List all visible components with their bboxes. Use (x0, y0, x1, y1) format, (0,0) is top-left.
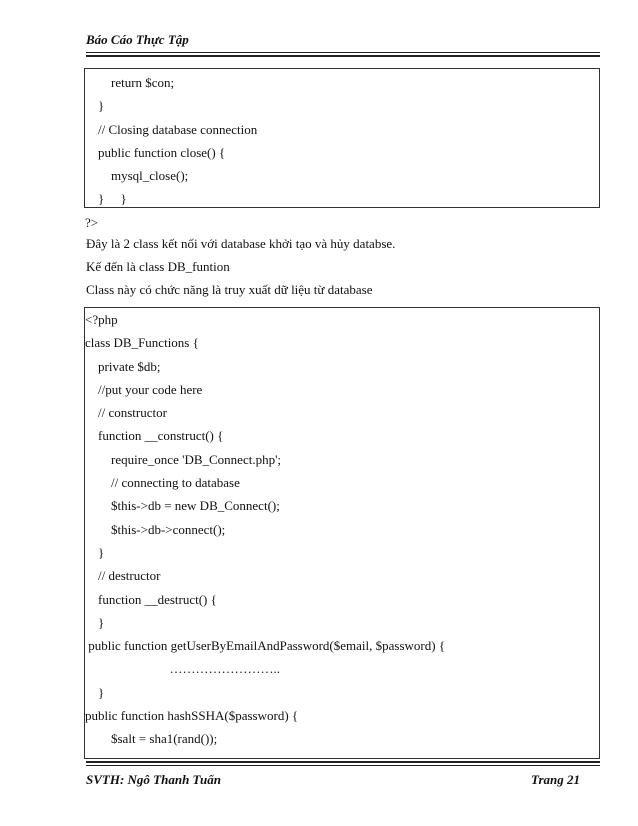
code-line: mysql_close(); (85, 168, 189, 184)
code-line: // Closing database connection (85, 121, 258, 137)
code-line: public function close() { (85, 144, 226, 160)
code-line: class DB_Functions { (85, 335, 199, 351)
footer-author: SVTH: Ngô Thanh Tuấn (86, 772, 221, 787)
code-line: private $db; (85, 358, 161, 374)
code-line: public function hashSSHA($password) { (85, 708, 299, 724)
code-line: ?> (85, 214, 99, 230)
header-rule-thick (86, 55, 600, 57)
footer-page-number: Trang 21 (531, 772, 580, 787)
code-line: //put your code here (85, 381, 203, 397)
prose-line-2: Kế đến là class DB_funtion (86, 259, 230, 274)
code-line: function __destruct() { (85, 591, 217, 607)
code-block-1 (84, 68, 600, 230)
code-line: return $con; (85, 75, 175, 90)
code-line: <?php (85, 312, 118, 327)
code-line: function __construct() { (85, 428, 224, 444)
code-line: // constructor (85, 405, 167, 421)
code-line: …………………….. (85, 661, 280, 677)
prose-line-3: Class này có chức năng là truy xuất dữ liệu từ database (86, 282, 373, 297)
code-line: $this->db->connect(); (85, 521, 226, 537)
footer-rule-thick (86, 761, 600, 763)
code-line: public function getUserByEmailAndPassword($email, $password) { (85, 638, 446, 654)
code-line: // destructor (85, 568, 161, 584)
code-line: // connecting to database (85, 475, 240, 491)
header-title: Báo Cáo Thực Tập (86, 32, 189, 47)
footer-rule (86, 765, 600, 766)
code-line: $this->db = new DB_Connect(); (85, 498, 280, 514)
code-line: } (85, 614, 105, 630)
code-line: } (85, 98, 105, 114)
code-block-2 (84, 307, 600, 759)
code-line: } (85, 684, 105, 700)
code-line: require_once 'DB_Connect.php'; (85, 451, 282, 467)
code-line: } (85, 544, 105, 560)
code-line: } } (85, 191, 127, 207)
header-rule (86, 52, 600, 53)
code-line: $salt = sha1(rand()); (85, 731, 218, 747)
prose-line-1: Đây là 2 class kết nối với database khởi tạo và hủy databse. (86, 236, 396, 251)
